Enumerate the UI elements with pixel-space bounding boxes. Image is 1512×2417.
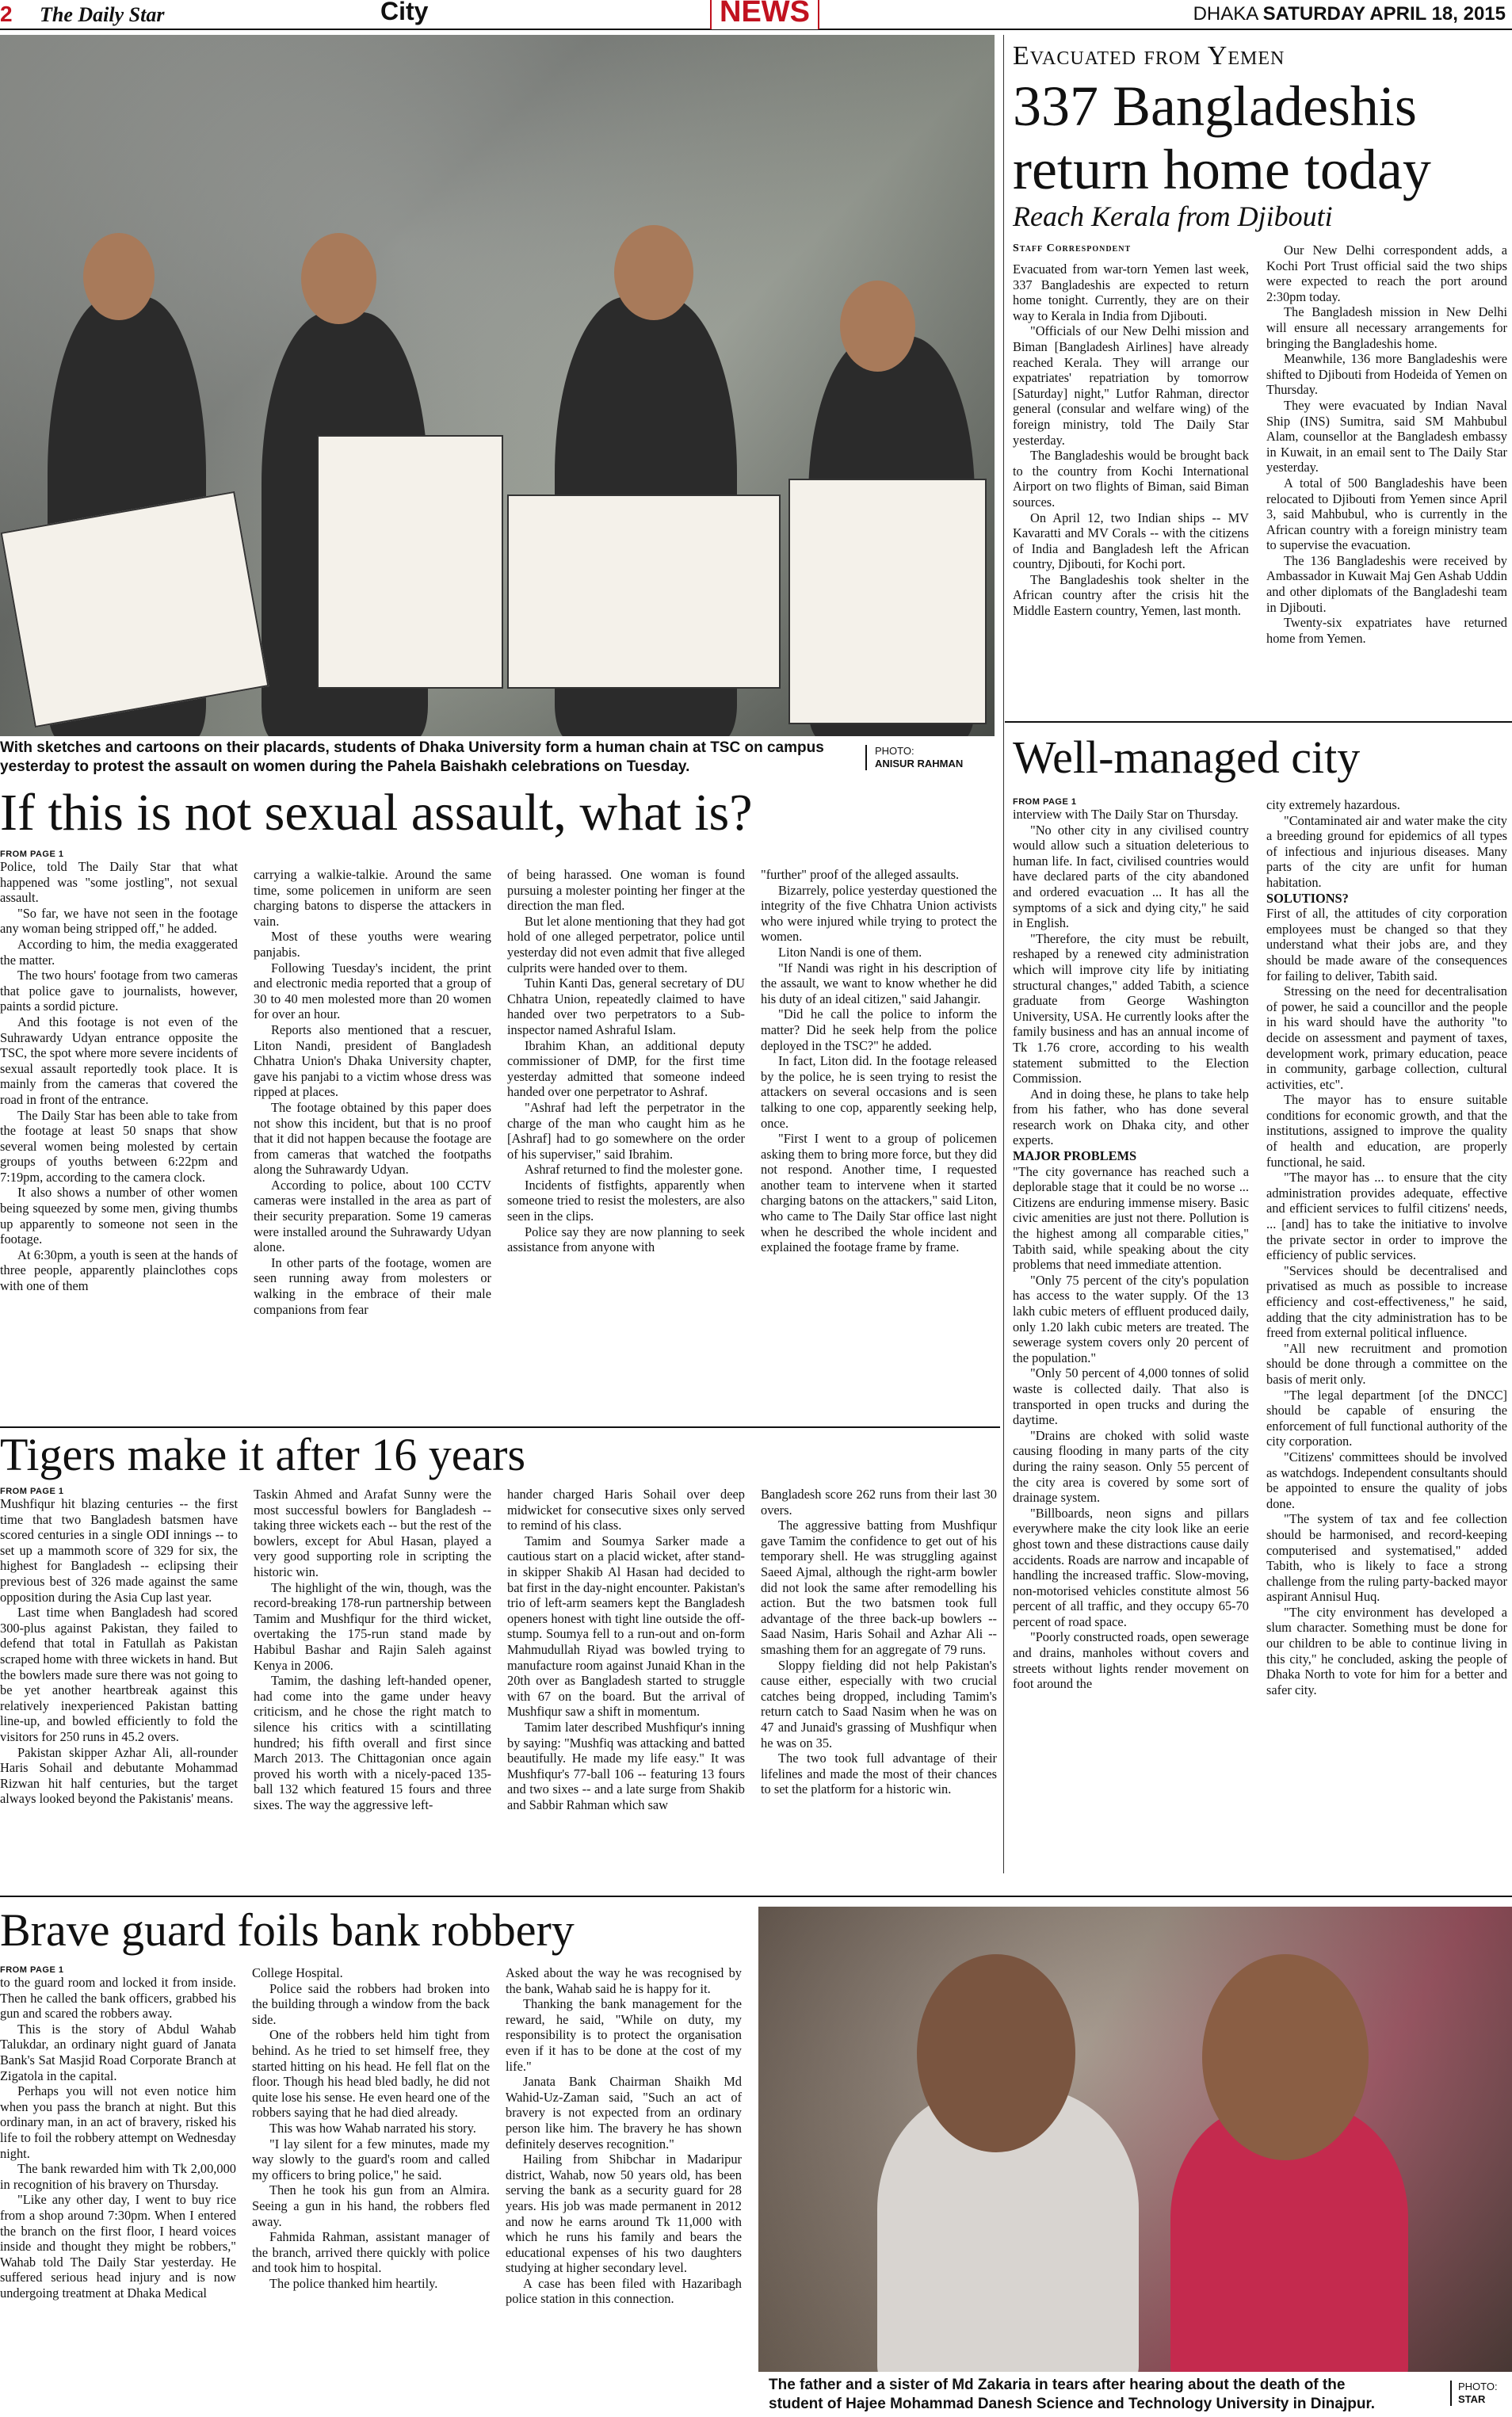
paragraph: A case has been filed with Hazaribagh police station in this connection. [506, 2275, 742, 2307]
paragraph: Tamim and Soumya Sarker made a cautious start on a placid wicket, after stand-in skipper Shakib Al Hasan had decided to bat first in the day-night encounter. Pakistan's trio of left-arm seamers kept the Bangladesh openers honest with tight line outside the off-stump. Soumya fell to a run-out and on-form Mahmudullah Riyad was bowled trying to manufacture room against Junaid Khan in the 20th over as Bangladesh started to struggle with 67 on the board. But the arrival of Mushfiqur saw a shift in momentum. [507, 1533, 745, 1720]
tigers-column-3 [507, 1487, 745, 1891]
bottom-photo-credit [1450, 2381, 1510, 2406]
paragraph: Ibrahim Khan, an additional deputy commissioner of DMP, for the first time yesterday admitted that someone indeed handed over one perpetrator to Ashraf. [507, 1037, 745, 1100]
paragraph: The Daily Star has been able to take from the footage at least 50 snaps that show several women being molested by certain groups of youths between 6:22pm and 7:19pm, according to the camera clock. [0, 1107, 238, 1185]
from-page-label: FROM PAGE 1 [1013, 797, 1077, 807]
paragraph: And in doing these, he plans to take help from his father, who has done several research work on Dhaka city, and other experts. [1013, 1086, 1249, 1148]
photo-placard [317, 435, 503, 689]
paragraph: Bizarrely, police yesterday questioned the integrity of the five Chhatra Union activists who were injured while trying to protect the women. [761, 882, 997, 945]
paragraph: Evacuated from war-torn Yemen last week, 337 Bangladeshis are expected to return home tonight. Currently, they are on their way to Kerala in India from Djibouti. [1013, 262, 1249, 323]
paragraph: The Bangladesh mission in New Delhi will ensure all necessary arrangements for bringing the Bangladeshis home. [1266, 304, 1507, 351]
paragraph: The two hours' footage from two cameras that police gave to journalists, however, paints a sordid picture. [0, 968, 238, 1014]
photo-face [301, 233, 376, 324]
paragraph: College Hospital. [252, 1965, 343, 1980]
paragraph: Bangladesh score 262 runs from their last 30 overs. [761, 1487, 997, 1518]
paragraph: Janata Bank Chairman Shaikh Md Wahid-Uz-Zaman said, "Such an act of bravery is not expected from an ordinary person like him. The bravery he has shown definitely deserves recognition." [506, 2074, 742, 2152]
paragraph: But let alone mentioning that they had got hold of one alleged perpetrator, police until yesterday did not even admit that five alleged culprits were handed over to them. [507, 913, 745, 976]
photo-face [840, 281, 915, 372]
dateline [1193, 3, 1506, 25]
paragraph: "Officials of our New Delhi mission and Biman [Bangladesh Airlines] have already reached Kerala. They will arrange our expatriates' repatriation by tomorrow [Saturday] night," Lutfor Rahman, director general (consular and welfare wing) of the foreign ministry, told The Daily Star yesterday. [1013, 323, 1249, 448]
bank-column-1 [0, 1965, 236, 2413]
top-photo [0, 35, 995, 736]
city-column-2 [1266, 797, 1507, 1891]
bottom-photo-caption: The father and a sister of Md Zakaria in tears after hearing about the death of the student of Hajee Mohammad Danesh Science and Technology University in Dinajpur. [769, 2377, 1376, 2412]
yemen-column-2 [1266, 242, 1507, 713]
section-label: City [380, 0, 429, 25]
assault-column-4 [761, 867, 997, 1428]
credit-label: PHOTO: [1458, 2381, 1498, 2392]
paragraph: "further" proof of the alleged assaults. [761, 867, 960, 882]
paragraph: The Bangladeshis took shelter in the African country after the crisis hit the Middle Eastern country, Yemen, last month. [1013, 571, 1249, 619]
paragraph: "Like any other day, I went to buy rice from a shop around 7:30pm. When I entered the branch on the first floor, I heard voices inside and thought they might be robbers," Wahab told The Daily Star yesterday. He suffered serious head injury and is now undergoing treatment at Dhaka Medical [0, 2192, 236, 2301]
paragraph: One of the robbers held him tight from behind. As he tried to set himself free, they started hitting on his head. He fell flat on the floor. Though his head bled badly, he did not quite lose his sense. He even heard one of the robbers saying that he had died already. [252, 2027, 490, 2121]
tigers-headline: Tigers make it after 16 years [0, 1429, 526, 1480]
paragraph: The 136 Bangladeshis were received by Ambassador in Kuwait Maj Gen Ashab Uddin and other diplomats of the Bangladeshi team in Djibouti. [1266, 552, 1507, 615]
paragraph: "No other city in any civilised country would allow such a situation deleterious to human life. In fact, civilised countries would have declared parts of the city abandoned and ordered evacuation ... It has all the symptoms of a sick and dying city," he said in English. [1013, 822, 1249, 931]
paragraph: Then he took his gun from an Almira. Seeing a gun in his hand, the robbers fled away. [252, 2182, 490, 2229]
paragraph: Police say they are now planning to seek assistance from anyone with [507, 1224, 745, 1255]
credit-name: ANISUR RAHMAN [875, 758, 964, 769]
paragraph: "The legal department [of the DNCC] should be capable of ensuring the enforcement of full functional authority of the city corporation. [1266, 1387, 1507, 1449]
story-divider [0, 1426, 1000, 1428]
paragraph: Thanking the bank management for the reward, he said, "While on duty, my responsibility is to protect the organisation even if it has to be done at the cost of my life." [506, 1996, 742, 2074]
paragraph: They were evacuated by Indian Naval Ship (INS) Sumitra, said SM Mahbubul Alam, counsellor at the Bangladesh embassy in Kuwait, in an email sent to The Daily Star yesterday. [1266, 397, 1507, 475]
paragraph: According to him, the media exaggerated the matter. [0, 936, 238, 968]
paragraph: city extremely hazardous. [1266, 797, 1400, 812]
top-photo-caption: With sketches and cartoons on their placards, students of Dhaka University form a human chain at TSC on campus yesterday to protest the assault on women during the Pahela Baishakh celebrations on Tuesday. [0, 739, 824, 775]
paragraph: "Contaminated air and water make the city a breeding ground for epidemics of all types of infectious and injurious diseases. Many parts of the city are unfit for human habitation. [1266, 812, 1507, 890]
paragraph: Police, told The Daily Star that what happened was "some jostling", not sexual assault. [0, 859, 238, 906]
paragraph: "Ashraf had left the perpetrator in the charge of the man who caught him as he [Ashraf] had to go somewhere on the order of his superviser," said Ibrahim. [507, 1099, 745, 1162]
story-divider [0, 1896, 1512, 1897]
assault-column-2 [254, 867, 491, 1428]
paragraph: "Billboards, neon signs and pillars everywhere make the city look like an eerie ghost town and these distractions cause daily accidents. Roads are narrow and incapable of handling the increased traffic. Slow-moving, non-motorised vehicles constitute almost 56 percent of all traffic, and they occupy 65-70 percent of road space. [1013, 1505, 1249, 1629]
paragraph: The bank rewarded him with Tk 2,00,000 in recognition of his bravery on Thursday. [0, 2161, 236, 2192]
paragraph: "Only 75 percent of the city's population has access to the water supply. Of the 13 lakh cubic meters of effluent produced daily, only 1.20 lakh cubic meters are treated. The sewerage system covers only 20 percent of the population." [1013, 1272, 1249, 1365]
subhead-major-problems: MAJOR PROBLEMS [1013, 1148, 1137, 1164]
assault-headline: If this is not sexual assault, what is? [0, 784, 753, 842]
paragraph: Reports also mentioned that a rescuer, Liton Nandi, president of Bangladesh Chhatra Union's Dhaka University chapter, gave his panjabi to a victim whose dress was ripped at places. [254, 1021, 491, 1100]
paragraph: Tamim later described Mushfiqur's inning by saying: "Mushfiq was attacking and batted beautifully. He made my life easy." It was Mushfiqur's 77-ball 106 -- featuring 13 fours and two sixes -- and a late surge from Shakib and Sabbir Rahman which saw [507, 1719, 745, 1812]
paragraph: Meanwhile, 136 more Bangladeshis were shifted to Djibouti from Hodeida of Yemen on Thursday. [1266, 351, 1507, 398]
top-photo-credit [865, 745, 992, 770]
paragraph: Twenty-six expatriates have returned home from Yemen. [1266, 615, 1507, 646]
paragraph: "Poorly constructed roads, open sewerage and drains, manholes without covers and streets without lights render movement on foot around the [1013, 1629, 1249, 1692]
assault-column-3 [507, 867, 745, 1428]
paragraph: Tuhin Kanti Das, general secretary of DU Chhatra Union, repeatedly claimed to have handed over two perpetrators to a Sub-inspector named Ashraful Islam. [507, 976, 745, 1037]
paragraph: Ashraf returned to find the molester gone. [525, 1162, 743, 1178]
paragraph: A total of 500 Bangladeshis have been relocated to Djibouti from Yemen since April 3, said Mahbubul, who is currently in the African country with a foreign ministry team to supervise the evacuation. [1266, 475, 1507, 553]
paragraph: "Therefore, the city must be rebuilt, reshaped by a renewed city administration which will improve city life by initiating structural changes," added Tabith, a science graduate from George Washington University, USA. He currently looks after the family business and has an annual income of Tk 1.76 crore, according to his wealth statement submitted to the Election Commission. [1013, 930, 1249, 1086]
paragraph: Sloppy fielding did not help Pakistan's cause either, especially with two crucial catches being dropped, including Tamim's return catch to Saad Nasim when he was on 47 and Junaid's grassing of Mushfiqur when he was on 35. [761, 1657, 997, 1751]
paragraph: Incidents of fistfights, apparently when someone tried to resist the molesters, are also seen in the clips. [507, 1177, 745, 1224]
column-divider [1003, 35, 1004, 1873]
paragraph: According to police, about 100 CCTV cameras were installed in the area as part of their security preparation. Some 19 cameras were installed around the Suhrawardy Udyan alone. [254, 1177, 491, 1255]
paragraph: The Bangladeshis would be brought back to the country from Kochi International Airport on two flights of Biman, said Biman sources. [1013, 448, 1249, 510]
paragraph: Last time when Bangladesh had scored 300-plus against Pakistan, they failed to defend that total in Fatullah as Pakistan scraped home with three wickets in hand. But the bowlers made sure there was not going to be yet another heartbreak against this relatively inexperienced Pakistan batting line-up, and bowled efficiently to fold the visitors for 250 runs in 45.2 overs. [0, 1605, 238, 1744]
paragraph: The aggressive batting from Mushfiqur gave Tamim the confidence to get out of his temporary shell. He was struggling against Saeed Ajmal, although the right-arm bowler did not look the same after remodelling his action. But the two batsmen took full advantage of the three back-up bowlers -- Saad Nasim, Haris Sohail and Azhar Ali -- smashing them for an aggregate of 79 runs. [761, 1518, 997, 1657]
paragraph: "If Nandi was right in his description of the assault, we want to know whether he did his duty of an ideal citizen," said Jahangir. [761, 960, 997, 1006]
page-number: 2 [0, 2, 13, 26]
paragraph: Hailing from Shibchar in Madaripur district, Wahab, now 50 years old, has been serving the bank as a security guard for 28 years. His job was made permanent in 2012 and now he earns around Tk 11,000 with which he runs his family and bears the educational expenses of his two daughters studying at higher secondary level. [506, 2152, 742, 2276]
credit-label: PHOTO: [875, 745, 914, 757]
paragraph: Pakistan skipper Azhar Ali, all-rounder Haris Sohail and debutante Mohammad Rizwan hit half centuries, but the target always looked beyond the Pakistanis' means. [0, 1744, 238, 1807]
category-label: NEWS [710, 0, 819, 29]
paragraph: The footage obtained by this paper does not show this incident, but that is no proof that it did not happen because the footage are from cameras that watched the footpaths along the Suhrawardy Udyan. [254, 1099, 491, 1178]
paragraph: "I lay silent for a few minutes, made my way slowly to the guard's room and called my officers to bring police," he said. [252, 2136, 490, 2182]
paragraph: Tamim, the dashing left-handed opener, had come into the game under heavy criticism, and he chose the right match to silence his critics with a scintillating hundred; his fifth overall and first since March 2013. The Chittagonian once again proved his worth with a nicely-paced 135-ball 132 which featured 15 fours and three sixes. The way the aggressive left- [254, 1673, 491, 1812]
tigers-column-1 [0, 1487, 238, 1891]
paragraph: "The city environment has developed a slum character. Something must be done for our children to be able to continue living in this city," he concluded, asking the people of Dhaka North to vote for him for a better and safer city. [1266, 1604, 1507, 1697]
from-page-label: FROM PAGE 1 [0, 1965, 64, 1975]
paragraph: "The city governance has reached such a deplorable stage that it could be no worse ... Citizens are enduring immense misery. Basic civic amenities are just not there. Pollution is the highest among all comparable cities," Tabith said, while speaking about the city problems that need immediate attention. [1013, 1163, 1249, 1273]
paragraph: Stressing on the need for decentralisation of power, he said a councillor and the people in his ward should have the authority "to decide on assessment and payment of taxes, development work, primary education, peace in community, garbage collection, cultural activities, etc". [1266, 983, 1507, 1092]
paragraph: hander charged Haris Sohail over deep midwicket for consecutive sixes only served to remind of his class. [507, 1487, 745, 1533]
paragraph: At 6:30pm, a youth is seen at the hands of three people, apparently plainclothes cops with one of them [0, 1247, 238, 1294]
paragraph: carrying a walkie-talkie. Around the same time, some policemen in uniform are seen charging batons to disperse the attackers in vain. [254, 867, 491, 929]
photo-face [83, 233, 155, 320]
credit-name: STAR [1458, 2393, 1486, 2405]
paragraph: Most of these youths were wearing panjabis. [254, 929, 491, 960]
paragraph: In fact, Liton did. In the footage released by the police, he is seen trying to resist the attackers on several occasions and is seen talking to one cop, apparently seeking help, once. [761, 1053, 997, 1131]
paragraph: "Did he call the police to inform the matter? Did he seek help from the police deployed in the TSC?" he added. [761, 1006, 997, 1053]
bank-column-3 [506, 1965, 742, 2413]
assault-column-1 [0, 850, 238, 1428]
paragraph: Our New Delhi correspondent adds, a Kochi Port Trust official said the two ships were expected to reach the port around 2:30pm today. [1266, 242, 1507, 304]
city-headline: Well-managed city [1013, 731, 1361, 783]
paragraph: "Services should be decentralised and privatised as much as possible to increase efficiency and cost-effectiveness," he said, adding that the city administration has to be freed from external political influence. [1266, 1262, 1507, 1341]
bottom-photo [758, 1907, 1512, 2372]
masthead [0, 0, 1512, 30]
paragraph: It also shows a number of other women being squeezed by some men, giving thumbs up apparently to someone not seen in the footage. [0, 1185, 238, 1247]
paragraph: "Drains are choked with solid waste causing flooding in many parts of the city during the rainy season. Only 55 percent of the city area is covered by some sort of drainage system. [1013, 1427, 1249, 1506]
from-page-label: FROM PAGE 1 [0, 850, 64, 859]
yemen-byline: Staff Correspondent [1013, 242, 1132, 254]
bank-headline: Brave guard foils bank robbery [0, 1904, 575, 1956]
yemen-kicker: Evacuated from Yemen [1013, 41, 1285, 71]
dateline-city: DHAKA [1193, 3, 1258, 25]
paragraph: This is the story of Abdul Wahab Talukdar, an ordinary night guard of Janata Bank's Sat Masjid Road Corporate Branch at Zigatola in the capital. [0, 2021, 236, 2083]
paragraph: On April 12, two Indian ships -- MV Kavaratti and MV Corals -- with the citizens of India and Bangladesh left the African country, Djibouti, for Kochi port. [1013, 510, 1249, 572]
yemen-subhead: Reach Kerala from Djibouti [1013, 200, 1333, 232]
photo-face [614, 225, 693, 320]
paragraph: Taskin Ahmed and Arafat Sunny were the most successful bowlers for Bangladesh -- taking three wickets each -- but the rest of the bowlers, except for Abul Hasan, played a very good supporting role in scripting the historic win. [254, 1487, 491, 1579]
paragraph: "So far, we have not seen in the footage any woman being stripped off," he added. [0, 905, 238, 937]
photo-face [917, 1954, 1075, 2152]
paper-name: The Daily Star [40, 3, 165, 26]
paragraph: The police thanked him heartily. [269, 2275, 438, 2291]
yemen-column-1 [1013, 262, 1249, 713]
paragraph: Asked about the way he was recognised by the bank, Wahab said he is happy for it. [506, 1965, 742, 1996]
bank-column-2 [252, 1965, 490, 2413]
paragraph: "Only 50 percent of 4,000 tonnes of solid waste is collected daily. That also is transported in open trucks and during the daytime. [1013, 1365, 1249, 1428]
paragraph: "First I went to a group of policemen asking them to bring more force, but they did not respond. Another time, I requested another team to intervene when it started charging batons on the attackers," said Liton, who came to The Daily Star office last night when he described the whole incident and explained the footage frame by frame. [761, 1131, 997, 1255]
paragraph: First of all, the attitudes of city corporation employees must be changed so that they understand what their jobs are, and they should be made aware of the consequences for failing to deliver, Tabith said. [1266, 906, 1507, 983]
from-page-label: FROM PAGE 1 [0, 1487, 64, 1496]
paragraph: "All new recruitment and promotion should be done through a committee on the basis of merit only. [1266, 1340, 1507, 1387]
paragraph: Police said the robbers had broken into the building through a window from the back side. [252, 1980, 490, 2027]
city-column-1 [1013, 797, 1249, 1891]
photo-placard [788, 479, 987, 724]
paragraph: This was how Wahab narrated his story. [269, 2120, 476, 2136]
subhead-solutions: SOLUTIONS? [1266, 890, 1349, 906]
paragraph: "Citizens' committees should be involved as watchdogs. Independent consultants should be appointed to ensure the quality of jobs done. [1266, 1449, 1507, 1511]
paragraph: "The mayor has ... to ensure that the city administration provides adequate, effective and efficient services to fulfil citizens' needs, ... [and] has to take the initiative to involve the private sector in order to improve the efficiency of public services. [1266, 1170, 1507, 1263]
photo-placard [1, 491, 269, 727]
story-divider [1005, 721, 1512, 723]
tigers-column-4 [761, 1487, 997, 1891]
paragraph: to the guard room and locked it from inside. Then he called the bank officers, grabbed his gun and scared the robbers away. [0, 1975, 236, 2022]
photo-face [1202, 1954, 1369, 2160]
paragraph: Perhaps you will not even notice him when you pass the branch at night. But this ordinary man, in an act of bravery, risked his life to foil the robbery attempt on Wednesday night. [0, 2083, 236, 2161]
paragraph: The two took full advantage of their lifelines and made the most of their chances to set the platform for a historic win. [761, 1751, 997, 1797]
paragraph: The highlight of the win, though, was the record-breaking 178-run partnership between Tamim and Mushfiqur for the third wicket, overtaking the 175-run stand made by Habibul Bashar and Rajin Saleh against Kenya in 2006. [254, 1579, 491, 1673]
paragraph: "The system of tax and fee collection should be harmonised, and record-keeping computerised and systematised," added Tabith, who is likely to face a strong challenge from the ruling party-backed mayor aspirant Annisul Huq. [1266, 1511, 1507, 1605]
yemen-headline: 337 Bangladeshis return home today [1013, 74, 1431, 201]
paragraph: In other parts of the footage, women are seen running away from molesters or walking in the embrace of their male companions from fear [254, 1254, 491, 1317]
paragraph: Fahmida Rahman, assistant manager of the branch, arrived there quickly with police and took him to hospital. [252, 2229, 490, 2276]
paragraph: The mayor has to ensure suitable conditions for economic growth, and that the institutions, assigned to improve the quality of health and education, are properly functional, he said. [1266, 1092, 1507, 1170]
paragraph: Mushfiqur hit blazing centuries -- the first time that two Bangladesh batsmen have scored centuries in a single ODI innings -- to set up a mammoth score of 329 for six, the highest for Bangladesh -- eclipsing their previous best of 326 made against the same opposition during the Asia Cup last year. [0, 1496, 238, 1605]
paragraph: Liton Nandi is one of them. [778, 944, 922, 960]
tigers-column-2 [254, 1487, 491, 1891]
photo-placard [507, 494, 781, 689]
paragraph: interview with The Daily Star on Thursday. [1013, 807, 1239, 822]
paragraph: Following Tuesday's incident, the print and electronic media reported that a group of 30 to 40 men molested more than 20 women for over an hour. [254, 960, 491, 1022]
paragraph: And this footage is not even of the Suhrawardy Udyan entrance opposite the TSC, the spot where more severe incidents of sexual assault reportedly took place. It is mainly from the cameras that covered the road in front of the entrance. [0, 1014, 238, 1107]
dateline-date: SATURDAY APRIL 18, 2015 [1262, 3, 1506, 25]
paragraph: of being harassed. One woman is found pursuing a molester pointing her finger at the direction the man fled. [507, 867, 745, 914]
